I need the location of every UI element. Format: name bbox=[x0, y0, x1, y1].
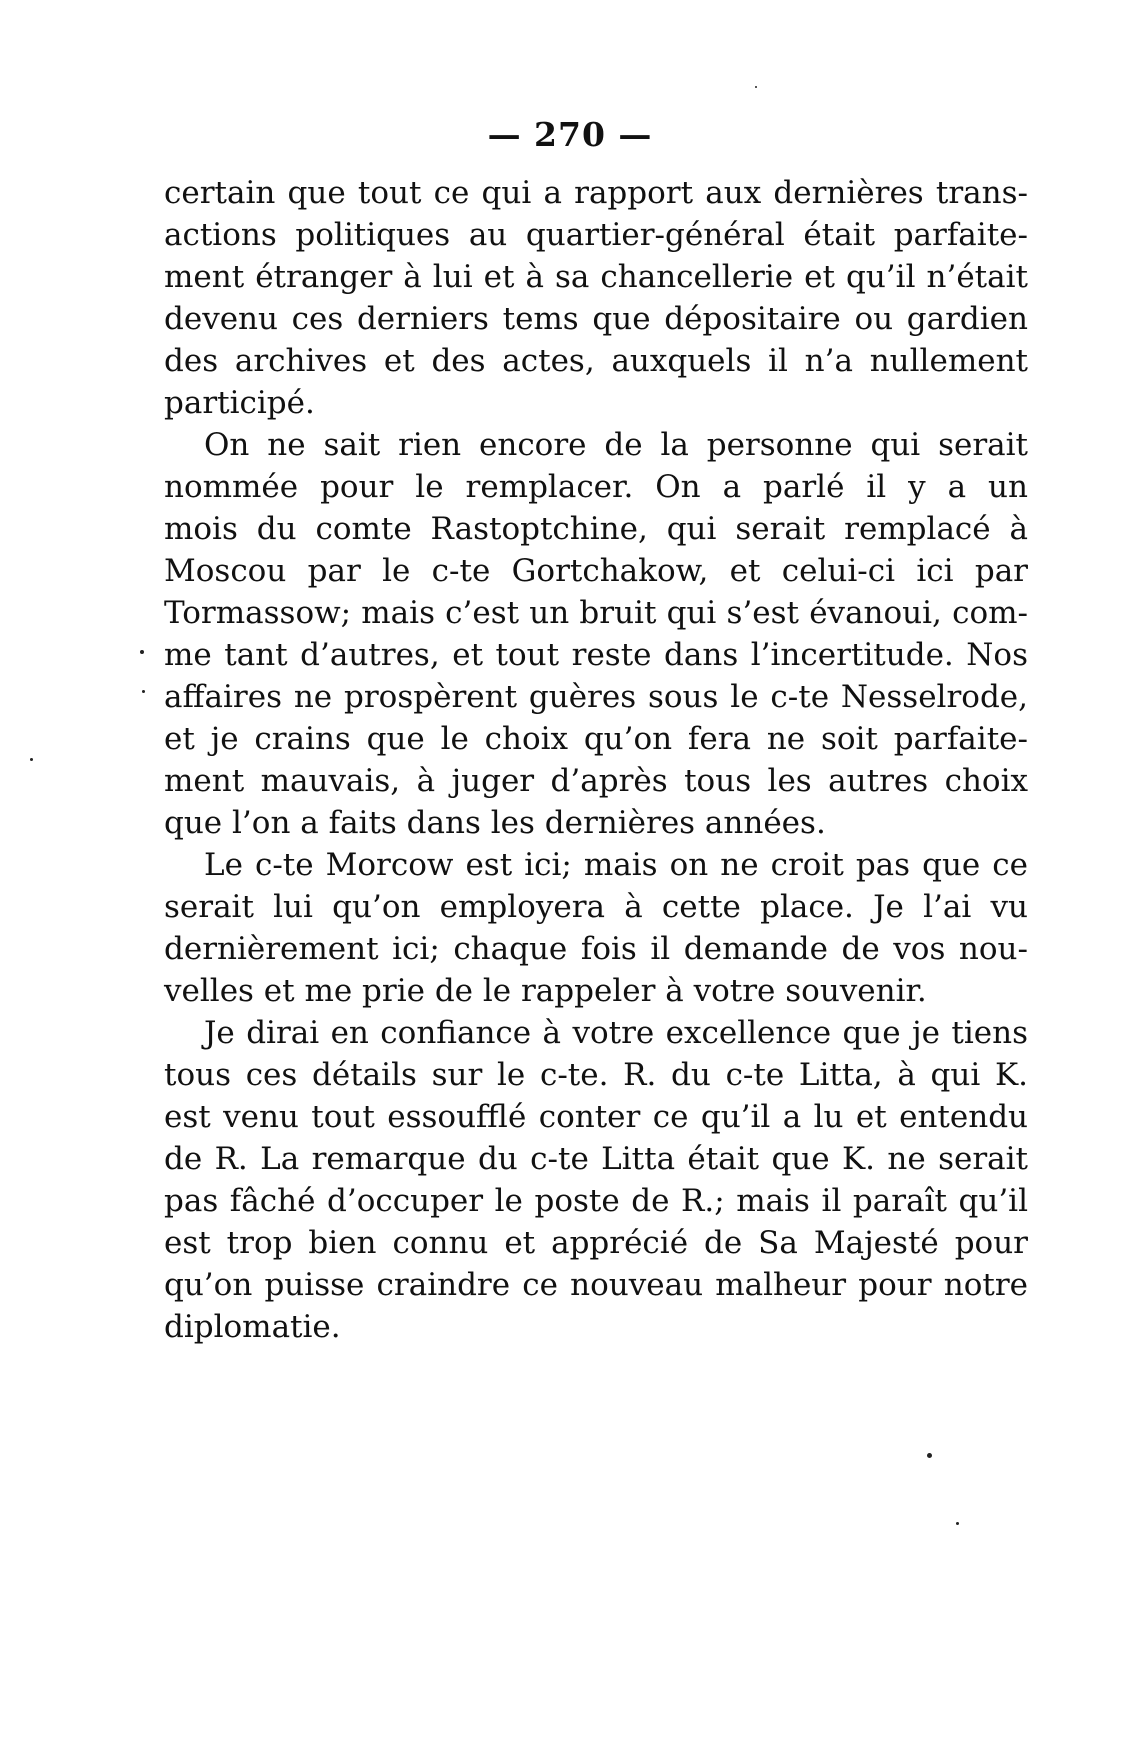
text-line: diplomatie. bbox=[164, 1309, 341, 1345]
text-line: affaires ne prospèrent guères sous le c-te Nesselrode, bbox=[164, 679, 1028, 715]
text-line: Tormassow; mais c’est un bruit qui s’est évanoui, com- bbox=[164, 595, 1028, 631]
page-number: — 270 — bbox=[487, 115, 653, 154]
text-line: ment étranger à lui et à sa chancellerie et qu’il n’était bbox=[164, 259, 1028, 295]
text-line: Le c-te Morcow est ici; mais on ne croit pas que ce bbox=[204, 847, 1028, 883]
text-line: Je dirai en confiance à votre excellence que je tiens bbox=[204, 1015, 1028, 1051]
text-line: et je crains que le choix qu’on fera ne soit parfaite- bbox=[164, 721, 1028, 757]
scan-speck bbox=[142, 690, 145, 693]
text-line: pas fâché d’occuper le poste de R.; mais il paraît qu’il bbox=[164, 1183, 1028, 1219]
text-line: dernièrement ici; chaque fois il demande de vos nou- bbox=[164, 931, 1028, 967]
text-line: des archives et des actes, auxquels il n’a nullement bbox=[164, 343, 1028, 379]
text-line: est venu tout essoufflé conter ce qu’il a lu et entendu bbox=[164, 1099, 1028, 1135]
text-line: certain que tout ce qui a rapport aux dernières trans- bbox=[164, 175, 1028, 211]
body-text bbox=[164, 172, 1028, 1348]
text-line: nommée pour le remplacer. On a parlé il y a un bbox=[164, 469, 1028, 505]
text-line: que l’on a faits dans les dernières années. bbox=[164, 805, 826, 841]
text-line: tous ces détails sur le c-te. R. du c-te Litta, à qui K. bbox=[164, 1057, 1028, 1093]
text-line: me tant d’autres, et tout reste dans l’incertitude. Nos bbox=[164, 637, 1028, 673]
text-line: Moscou par le c-te Gortchakow, et celui-ci ici par bbox=[164, 553, 1028, 589]
scan-speck bbox=[755, 86, 757, 88]
text-line: participé. bbox=[164, 385, 315, 421]
scan-speck bbox=[30, 758, 33, 761]
text-line: de R. La remarque du c-te Litta était que K. ne serait bbox=[164, 1141, 1028, 1177]
text-line: On ne sait rien encore de la personne qui serait bbox=[204, 427, 1028, 463]
scan-speck bbox=[140, 650, 144, 654]
text-line: actions politiques au quartier-général était parfaite- bbox=[164, 217, 1028, 253]
scan-speck bbox=[927, 1453, 932, 1458]
text-line: serait lui qu’on employera à cette place. Je l’ai vu bbox=[164, 889, 1028, 925]
text-line: devenu ces derniers tems que dépositaire ou gardien bbox=[164, 301, 1028, 337]
text-line: est trop bien connu et apprécié de Sa Majesté pour bbox=[164, 1225, 1028, 1261]
text-line: mois du comte Rastoptchine, qui serait remplacé à bbox=[164, 511, 1028, 547]
scan-speck bbox=[956, 1522, 959, 1525]
text-line: velles et me prie de le rappeler à votre souvenir. bbox=[164, 973, 927, 1009]
text-line: qu’on puisse craindre ce nouveau malheur pour notre bbox=[164, 1267, 1028, 1303]
text-line: ment mauvais, à juger d’après tous les autres choix bbox=[164, 763, 1028, 799]
